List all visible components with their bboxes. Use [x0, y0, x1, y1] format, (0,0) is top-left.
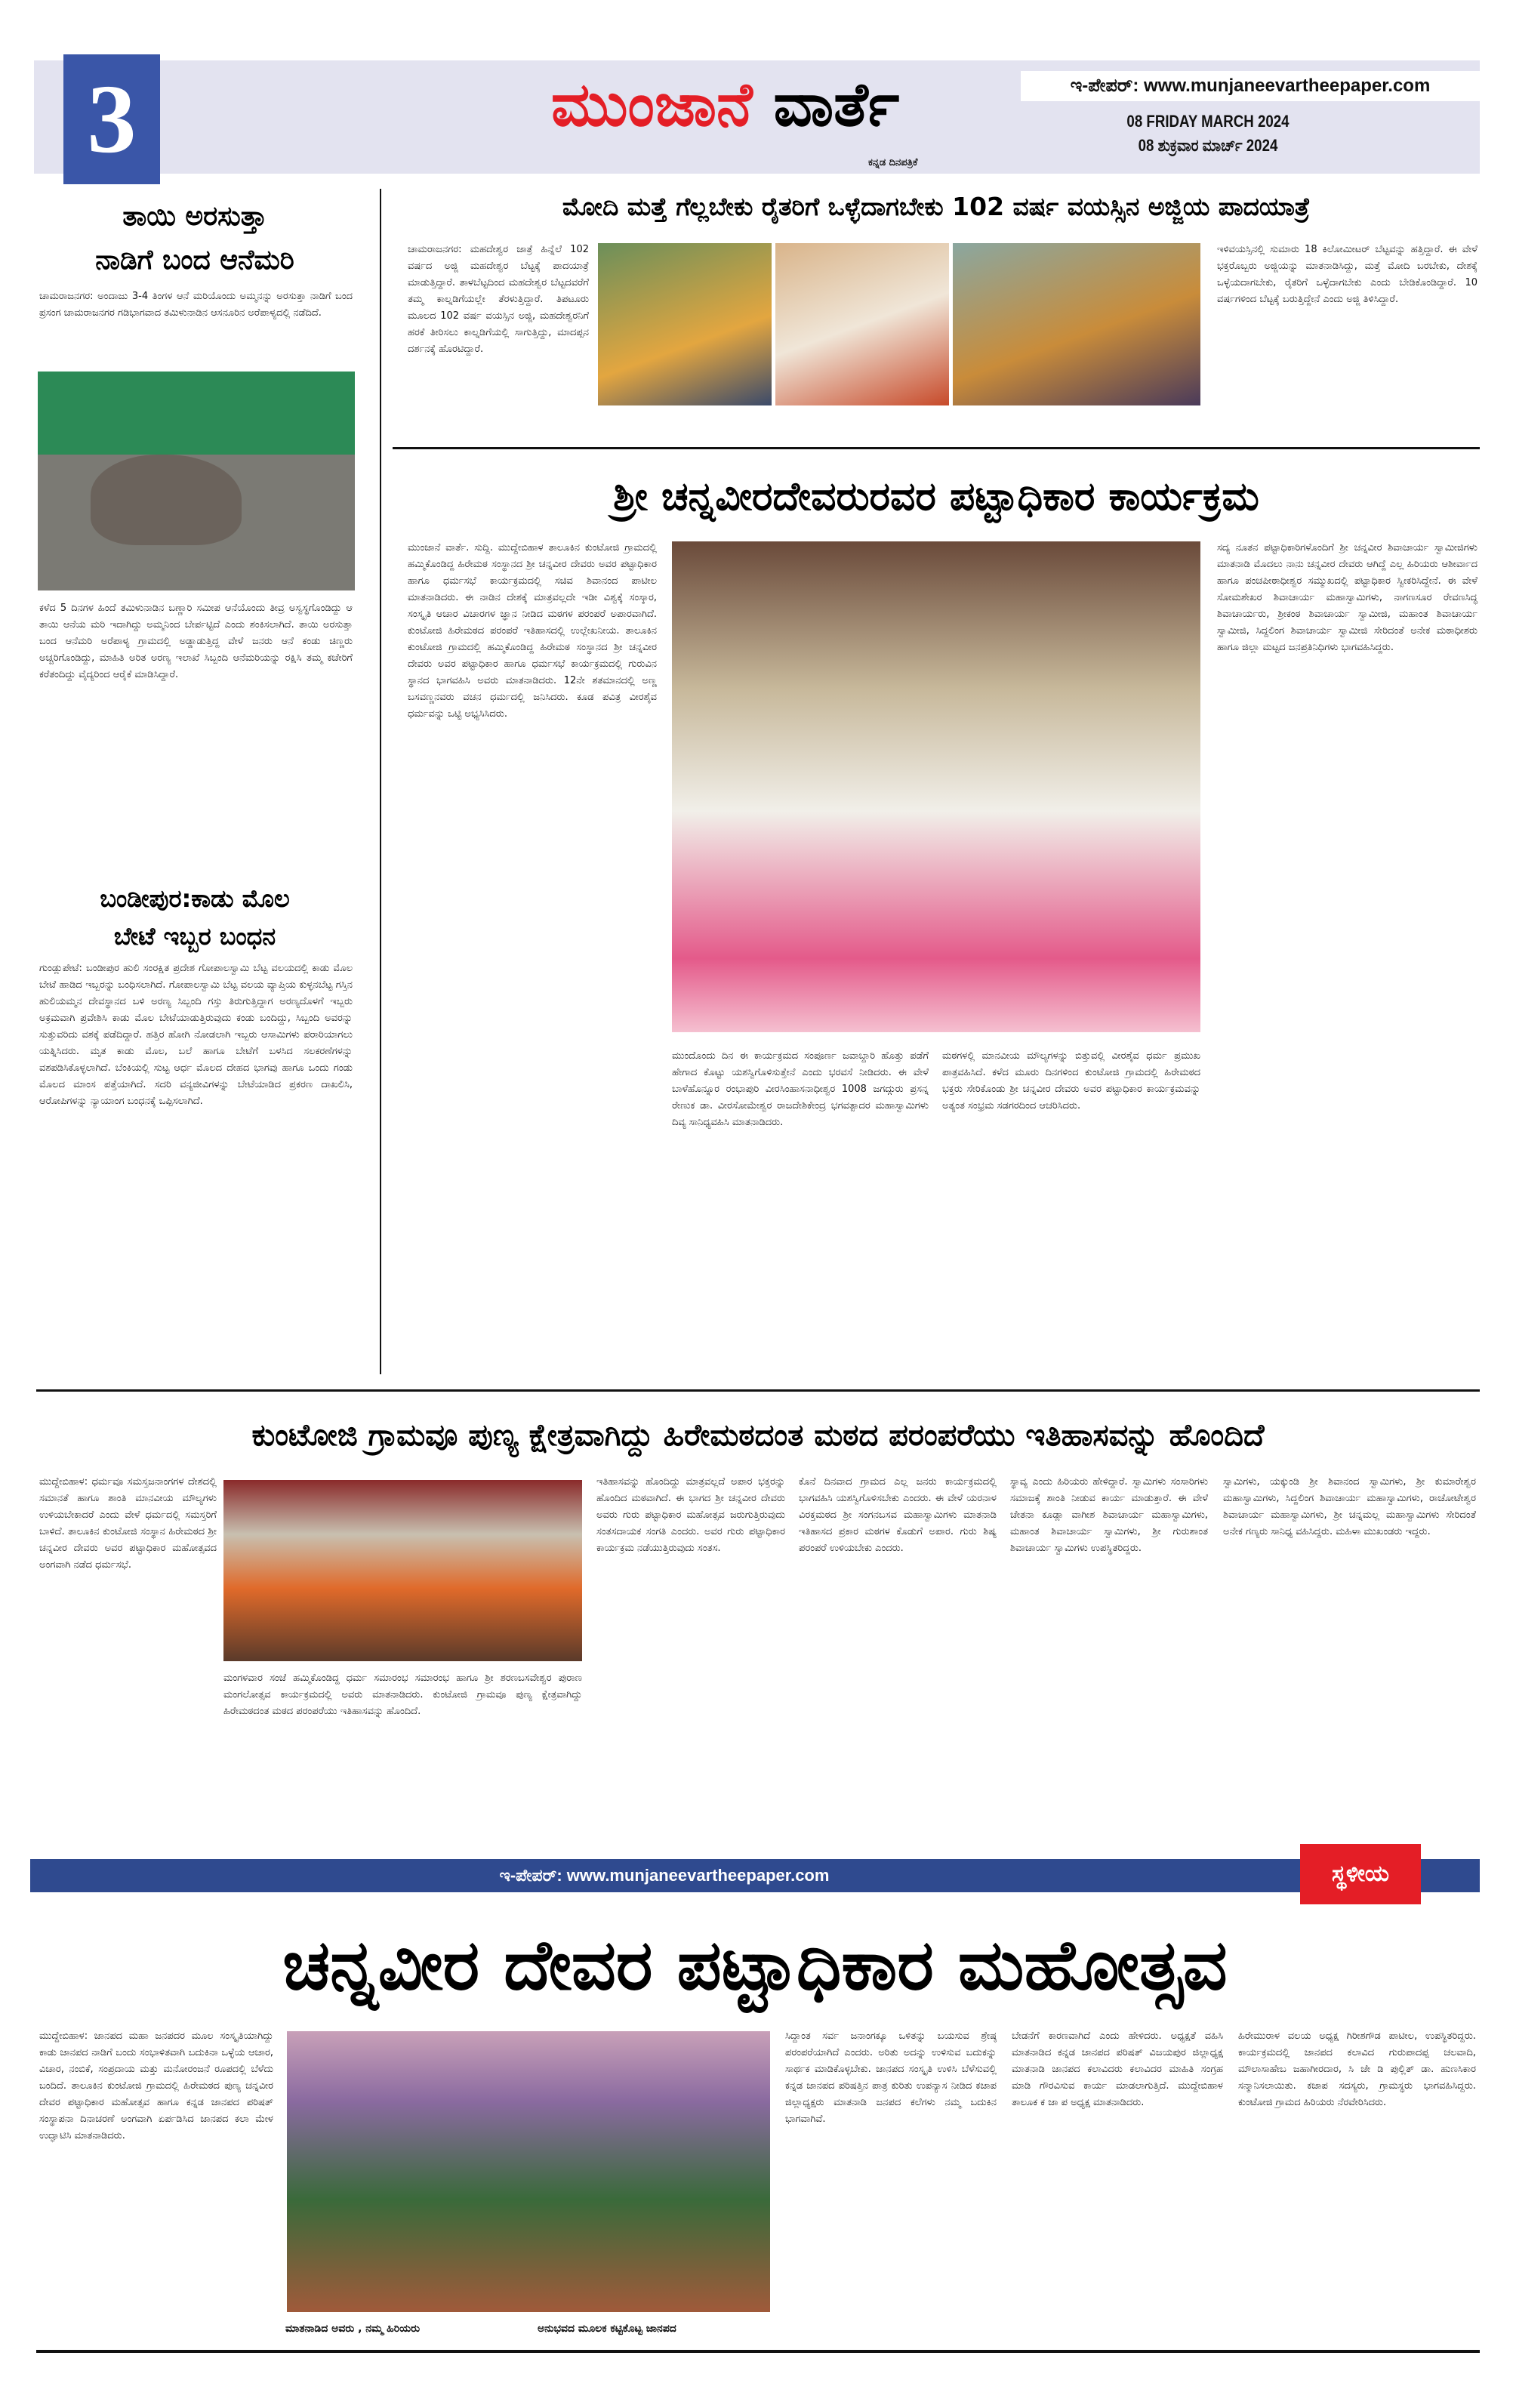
section-label-local: ಸ್ಥಳೀಯ [1300, 1844, 1421, 1904]
section-rule [36, 1389, 1480, 1392]
padayatra-body-right: ಇಳಿವಯಸ್ಸಿನಲ್ಲಿ ಸುಮಾರು 18 ಕಿಲೋಮೀಟರ್ ಬೆಟ್ಟವನ್ನು ಹತ್ತಿದ್ದಾರೆ. ಈ ವೇಳೆ ಭಕ್ತರೊಬ್ಬರು ಅಜ್ಜಿಯನ್ನು ಮಾತನಾಡಿಸಿದ್ದು, ಮತ್ತೆ ಮೋದಿ ಬರಬೇಕು, ದೇಶಕ್ಕೆ ಒಳ್ಳೆಯದಾಗಬೇಕು, ರೈತರಿಗೆ ಒಳ್ಳೆದಾಗಬೇಕು ಎಂದು ಬೇಡಿಕೊಂಡಿದ್ದಾರೆ. 10 ವರ್ಷಗಳಿಂದ ಬೆಟ್ಟಕ್ಕೆ ಬರುತ್ತಿದ್ದೇನೆ ಎಂದು ಅಜ್ಜಿ ತಿಳಿಸಿದ್ದಾರೆ. [1217, 244, 1477, 305]
headline-line: ಬೇಟೆ ಇಬ್ಬರ ಬಂಧನ [113, 922, 276, 951]
pattadhikara-body-mid2: ಮಠಗಳಲ್ಲಿ ಮಾನವೀಯ ಮೌಲ್ಯಗಳನ್ನು ಬಿತ್ತುವಲ್ಲಿ ವೀರಶೈವ ಧರ್ಮ ಪ್ರಮುಖ ಪಾತ್ರವಹಿಸಿದೆ. ಕಳೆದ ಮೂರು ದಿನಗಳಿಂದ ಕುಂಟೋಜಿ ಗ್ರಾಮದಲ್ಲಿ ಹಿರೇಮಠದ ಭಕ್ತರು ಸೇರಿಕೊಂಡು ಶ್ರೀ ಚನ್ನವೀರ ದೇವರು ಅವರ ಪಟ್ಟಾಧಿಕಾರ ಕಾರ್ಯಕ್ರಮವನ್ನು ಅತ್ಯಂತ ಸಂಭ್ರಮ ಸಡಗರದಿಂದ ಆಚರಿಸಿದರು. [942, 1050, 1200, 1112]
pattadhikara-ceremony-photo [672, 541, 1200, 1032]
kuntoji-col5: ಸ್ವಾಮಿಗಳು, ಯಕ್ಕುಂಡಿ ಶ್ರೀ ಶಿವಾನಂದ ಸ್ವಾಮಿಗಳು, ಶ್ರೀ ಕುಮಾರೇಶ್ವರ ಮಹಾಸ್ವಾಮಿಗಳು, ಸಿದ್ದಲಿಂಗ ಶಿವಾಚಾರ್ಯ ಮಹಾಸ್ವಾಮಿಗಳು, ರಾಚೋಟೇಶ್ವರ ಶಿವಾಚಾರ್ಯ ಮಹಾಸ್ವಾಮಿಗಳು, ಶ್ರೀ ಚನ್ನಮಲ್ಲ ಮಹಾಸ್ವಾಮಿಗಳು ಸೇರಿದಂತೆ ಅನೇಕ ಗಣ್ಯರು ಸಾನಿಧ್ಯ ವಹಿಸಿದ್ದರು. ಮಹಿಳಾ ಮುಖಂಡರು ಇದ್ದರು. [1223, 1476, 1476, 1537]
mahotsava-headline: ಚನ್ನವೀರ ದೇವರ ಪಟ್ಟಾಧಿಕಾರ ಮಹೋತ್ಸವ [282, 1925, 1228, 2006]
grandmother-photo-2 [953, 243, 1200, 405]
grandmother-photo-1 [598, 243, 772, 405]
headline-line: ಬಂಡೀಪುರ:ಕಾಡು ಮೊಲ [100, 884, 290, 913]
padayatra-body-left: ಚಾಮರಾಜನಗರ: ಮಹದೇಶ್ವರ ಜಾತ್ರೆ ಹಿನ್ನೆಲೆ 102 ವರ್ಷದ ಅಜ್ಜಿ ಮಹದೇಶ್ವರ ಬೆಟ್ಟಕ್ಕೆ ಪಾದಯಾತ್ರೆ ಮಾಡುತ್ತಿದ್ದಾರೆ. ತಾಳಬೆಟ್ಟದಿಂದ ಮಹದೇಶ್ವರ ಬೆಟ್ಟದವರೆಗೆ ತಮ್ಮ ಕಾಲ್ನಡಿಗೆಯಲ್ಲೇ ತೆರಳುತ್ತಿದ್ದಾರೆ. ತಿಪಟೂರು ಮೂಲದ 102 ವರ್ಷ ವಯಸ್ಸಿನ ಅಜ್ಜಿ, ಮಹದೇಶ್ವರನಿಗೆ ಹರಕೆ ತೀರಿಸಲು ಕಾಲ್ನಡಿಗೆಯಲ್ಲಿ ಸಾಗುತ್ತಿದ್ದು, ಮಾದಪ್ಪನ ದರ್ಶನಕ್ಕೆ ಹೊರಟಿದ್ದಾರೆ. [408, 244, 589, 355]
padayatra-headline: ಮೋದಿ ಮತ್ತೆ ಗೆಲ್ಲಬೇಕು ರೈತರಿಗೆ ಒಳ್ಳೆದಾಗಬೇಕು 102 ವರ್ಷ ವಯಸ್ಸಿನ ಅಜ್ಜಿಯ ಪಾದಯಾತ್ರೆ [562, 192, 1311, 221]
pattadhikara-body-mid1: ಮುಂದೊಂದು ದಿನ ಈ ಕಾರ್ಯಕ್ರಮದ ಸಂಪೂರ್ಣ ಜವಾಬ್ದಾರಿ ಹೊತ್ತು ಪಡೆಗೆ ಹೇಗಾದ ಕೊಟ್ಟು ಯಶಸ್ವಿಗೊಳಿಸುತ್ತೇನೆ ಎಂದು ಭರವಸೆ ನೀಡಿದರು. ಈ ವೇಳೆ ಬಾಳೆಹೊನ್ನೂರ ರಂಭಾಪುರಿ ವೀರಸಿಂಹಾಸನಾಧೀಶ್ವರ 1008 ಜಗದ್ಗುರು ಪ್ರಸನ್ನ ರೇಣುಕ ಡಾ. ವೀರಸೋಮೇಶ್ವರ ರಾಜದೇಶಿಕೇಂದ್ರ ಭಗವತ್ಪಾದರ ಮಹಾಸ್ವಾಮಿಗಳು ದಿವ್ಯ ಸಾನಿಧ್ಯವಹಿಸಿ ಮಾತನಾಡಿದರು. [672, 1050, 929, 1128]
modi-photo [775, 243, 949, 405]
logo-red-text: ಮುಂಜಾನೆ [551, 69, 753, 140]
headline-line: ನಾಡಿಗೆ ಬಂದ ಆನೆಮರಿ [95, 245, 294, 276]
kuntoji-col4: ಸ್ಥಾವ್ಯ ಎಂದು ಹಿರಿಯರು ಹೇಳಿದ್ದಾರೆ. ಸ್ವಾಮಿಗಳು ಸಂಸಾರಿಗಳು ಸಮಾಜಕ್ಕೆ ಶಾಂತಿ ನೀಡುವ ಕಾರ್ಯ ಮಾಡುತ್ತಾರೆ. ಈ ವೇಳೆ ಚೇತನಾ ಕೂಡ್ಲಾ ವಾಗೀಶ ಶಿವಾಚಾರ್ಯ ಮಹಾಸ್ವಾಮಿಗಳು, ಮಹಾಂತ ಶಿವಾಚಾರ್ಯ ಸ್ವಾಮಿಗಳು, ಶ್ರೀ ಗುರುಶಾಂತ ಶಿವಾಚಾರ್ಯ ಸ್ವಾಮಿಗಳು ಉಪಸ್ಥಿತರಿದ್ದರು. [1010, 1476, 1208, 1554]
elephant-figure [91, 455, 242, 545]
column-divider [380, 189, 381, 1374]
photo-caption-left: ಮಾತನಾಡಿದ ಅವರು , ನಮ್ಮ ಹಿರಿಯರು [285, 2323, 421, 2335]
banner-epaper-link[interactable]: ಇ-ಪೇಪರ್: www.munjaneevartheepaper.com [499, 1866, 830, 1885]
baby-elephant-photo [38, 372, 355, 590]
mahotsava-col4: ಹಿರೇಮುರಾಳ ವಲಯ ಅಧ್ಯಕ್ಷ ಗಿರೀಶಗೌಡ ಪಾಟೀಲ, ಉಪಸ್ಥಿತರಿದ್ದರು. ಕಾರ್ಯಕ್ರಮದಲ್ಲಿ ಜಾನಪದ ಕಲಾವಿದ ಗುರುಪಾದಪ್ಪ ಚಲವಾದಿ, ಮೌಲಾಸಾಹೇಬ ಜಹಾಗೀರದಾರ, ಸಿ ಜೇ ಡಿ ಪುಲ್ಲಿತ್ ಡಾ. ಹುಣಸಿಕಾರ ಸನ್ಮಾನಿಸಲಾಯಿತು. ಕಜಾಪ ಸದಸ್ಯರು, ಗ್ರಾಮಸ್ಥರು ಭಾಗವಹಿಸಿದ್ದರು. ಕುಂಟೋಜಿ ಗ್ರಾಮದ ಹಿರಿಯರು ನೆರವೇರಿಸಿದರು. [1238, 2030, 1476, 2108]
kuntoji-col2: ಇತಿಹಾಸವನ್ನು ಹೊಂದಿದ್ದು ಮಾತ್ರವಲ್ಲದೆ ಅಪಾರ ಭಕ್ತರನ್ನು ಹೊಂದಿದ ಮಠವಾಗಿದೆ. ಈ ಭಾಗದ ಶ್ರೀ ಚನ್ನವೀರ ದೇವರು ಅವರು ಗುರು ಪಟ್ಟಾಧಿಕಾರ ಮಹೋತ್ಸವ ಜರುಗುತ್ತಿರುವುದು ಸಂತಸದಾಯಕ ಸಂಗತಿ ಎಂದರು. ಅವರ ಗುರು ಪಟ್ಟಾಧಿಕಾರ ಕಾರ್ಯಕ್ರಮ ನಡೆಯುತ್ತಿರುವುದು ಸಂತಸ. [596, 1476, 785, 1554]
mahotsava-col1: ಮುದ್ದೇಬಿಹಾಳ: ಜಾನಪದ ಮಹಾ ಜನಪದರ ಮೂಲ ಸಂಸ್ಕೃತಿಯಾಗಿದ್ದು ಕಾಡು ಜಾನಪದ ನಾಡಿಗೆ ಬಂದು ಸಂಭಾಳಿತವಾಗಿ ಬದುಕಿನಾ ಒಳ್ಳೆಯ ಆಚಾರ, ವಿಚಾರ, ನಂಬಿಕೆ, ಸಂಪ್ರದಾಯ ಮತ್ತು ಮನೋರಂಜನೆ ರೂಪದಲ್ಲಿ ಬೆಳೆದು ಬಂದಿದೆ. ತಾಲೂಕಿನ ಕುಂಟೋಜಿ ಗ್ರಾಮದಲ್ಲಿ ಹಿರೇಮಠದ ಪುಣ್ಯ ಚನ್ನವೀರ ದೇವರ ಪಟ್ಟಾಧಿಕಾರ ಮಹೋತ್ಸವ ಹಾಗೂ ಕನ್ನಡ ಜಾನಪದ ಪರಿಷತ್ ಸಂಸ್ಥಾಪನಾ ದಿನಾಚರಣೆ ಅಂಗವಾಗಿ ಏರ್ಪಡಿಸಿದ ಜಾನಪದ ಕಲಾ ಮೇಳ ಉದ್ಘಾಟಿಸಿ ಮಾತನಾಡಿದರು. [39, 2030, 273, 2141]
page-number: 3 [63, 54, 160, 184]
kuntoji-stage-photo [223, 1480, 582, 1661]
mahotsava-col2: ಸಿದ್ದಾಂತ ಸರ್ವ ಜನಾಂಗಕ್ಕೂ ಒಳಿತನ್ನು ಬಯಸುವ ಶ್ರೇಷ್ಠ ಪರಂಪರೆಯಾಗಿದೆ ಎಂದರು. ಅರಿತು ಅದನ್ನು ಉಳಿಸುವ ಬದುಕನ್ನು ಸಾರ್ಥಕ ಮಾಡಿಕೊಳ್ಳಬೇಕು. ಜಾನಪದ ಸಂಸ್ಕೃತಿ ಉಳಿಸಿ ಬೆಳೆಸುವಲ್ಲಿ ಕನ್ನಡ ಜಾನಪದ ಪರಿಷತ್ತಿನ ಪಾತ್ರ ಕುರಿತು ಉಪನ್ಯಾಸ ನೀಡಿದ ಕಜಾಪ ಜಿಲ್ಲಾಧ್ಯಕ್ಷರು ಮಾತನಾಡಿ ಜನಪದ ಕಲೆಗಳು ನಮ್ಮ ಬದುಕಿನ ಭಾಗವಾಗಿವೆ. [785, 2030, 997, 2125]
mahotsava-col3: ಬೇಡನೆಗೆ ಕಾರಣವಾಗಿದೆ ಎಂದು ಹೇಳಿದರು. ಅಧ್ಯಕ್ಷತೆ ವಹಿಸಿ ಮಾತನಾಡಿದ ಕನ್ನಡ ಜಾನಪದ ಪರಿಷತ್ ವಿಜಯಪುರ ಜಿಲ್ಲಾಧ್ಯಕ್ಷ ಮಾತನಾಡಿ ಜಾನಪದ ಕಲಾವಿದರು ಕಲಾವಿದರ ಮಾಹಿತಿ ಸಂಗ್ರಹ ಮಾಡಿ ಗೌರವಿಸುವ ಕಾರ್ಯ ಮಾಡಲಾಗುತ್ತಿದೆ. ಮುದ್ದೇಬಿಹಾಳ ತಾಲೂಕ ಕ ಜಾ ಪ ಅಧ್ಯಕ್ಷ ಮಾತನಾಡಿದರು. [1012, 2030, 1223, 2108]
logo-black-text: ವಾರ್ತೆ [773, 69, 900, 140]
elephant-lead: ಚಾಮರಾಜನಗರ: ಅಂದಾಜು 3-4 ತಿಂಗಳ ಆನೆ ಮರಿಯೊಂದು ಅಮ್ಮನನ್ನು ಅರಸುತ್ತಾ ನಾಡಿಗೆ ಬಂದ ಪ್ರಸಂಗ ಚಾಮರಾಜನಗರ ಗಡಿಭಾಗವಾದ ತಮಿಳುನಾಡಿನ ಆಸನೂರಿನ ಅರೆಪಾಳ್ಯದಲ್ಲಿ ನಡೆದಿದೆ. [39, 291, 353, 319]
newspaper-logo [551, 69, 974, 160]
folk-women-photo [287, 2031, 770, 2312]
elephant-body: ಕಳೆದ 5 ದಿನಗಳ ಹಿಂದೆ ತಮಿಳುನಾಡಿನ ಬಣ್ಣಾರಿ ಸಮೀಪ ಆನೆಯೊಂದು ತೀವ್ರ ಅಸ್ವಸ್ಥಗೊಂಡಿದ್ದು ಆ ತಾಯಿ ಆನೆಯ ಮರಿ ಇದಾಗಿದ್ದು ಅಮ್ಮನಿಂದ ಬೇರ್ಪಟ್ಟಿದೆ ಎಂದು ಶಂಕಿಸಲಾಗಿದೆ. ತಾಯಿ ಅರಸುತ್ತಾ ಬಂದ ಆನೆಮರಿ ಅರೆಪಾಳ್ಯ ಗ್ರಾಮದಲ್ಲಿ ಅಡ್ಡಾಡುತ್ತಿದ್ದ ವೇಳೆ ಜನರು ಆನೆ ಕಂಡು ಚಿಣ್ಣರು ಅಚ್ಚರಿಗೊಂಡಿದ್ದು, ಮಾಹಿತಿ ಅರಿತ ಅರಣ್ಯ ಇಲಾಖೆ ಸಿಬ್ಬಂದಿ ಆನೆಮರಿಯನ್ನು ರಕ್ಷಿಸಿ ತಮ್ಮ ಕಚೇರಿಗೆ ಕರೆತಂದಿದ್ದು ವೈದ್ಯರಿಂದ ಆರೈಕೆ ಮಾಡಿಸಿದ್ದಾರೆ. [39, 603, 353, 680]
elephant-headline [36, 195, 353, 282]
bandipur-headline [36, 880, 353, 955]
date-english: 08 FRIDAY MARCH 2024 [1126, 112, 1290, 131]
pattadhikara-body-left: ಮುಂಜಾನೆ ವಾರ್ತೆ. ಸುದ್ದಿ. ಮುದ್ದೇಬಿಹಾಳ ತಾಲೂಕಿನ ಕುಂಟೋಜಿ ಗ್ರಾಮದಲ್ಲಿ ಹಮ್ಮಿಕೊಂಡಿದ್ದ ಹಿರೇಮಠ ಸಂಸ್ಥಾನದ ಶ್ರೀ ಚನ್ನವೀರ ದೇವರು ಅವರ ಪಟ್ಟಾಧಿಕಾರ ಹಾಗೂ ಧರ್ಮಸಭೆ ಕಾರ್ಯಕ್ರಮದಲ್ಲಿ ಸಚಿವ ಶಿವಾನಂದ ಪಾಟೀಲ ಮಾತನಾಡಿದರು. ಈ ನಾಡಿನ ದೇಶಕ್ಕೆ ಮಾತ್ರವಲ್ಲದೇ ಇಡೀ ವಿಶ್ವಕ್ಕೆ ಸಂಸ್ಕಾರ, ಸಂಸ್ಕೃತಿ ಆಚಾರ ವಿಚಾರಗಳ ಜ್ಞಾನ ನೀಡಿದ ಮಠಗಳ ಪರಂಪರೆ ಅಪಾರವಾಗಿದೆ. ಕುಂಟೋಜಿ ಹಿರೇಮಠದ ಪರಂಪರೆ ಇತಿಹಾಸದಲ್ಲಿ ಉಲ್ಲೇಖನೀಯ. ತಾಲೂಕಿನ ಕುಂಟೋಜಿ ಗ್ರಾಮದಲ್ಲಿ ಹಮ್ಮಿಕೊಂಡಿದ್ದ ಹಿರೇಮಠ ಸಂಸ್ಥಾನದ ಶ್ರೀ ಚನ್ನವೀರ ದೇವರು ಅವರ ಪಟ್ಟಾಧಿಕಾರ ಹಾಗೂ ಧರ್ಮಸಭೆ ಕಾರ್ಯಕ್ರಮದಲ್ಲಿ ಗುರುವಿನ ಸ್ಥಾನದ ಭಾಗವಹಿಸಿ ಅವರು ಮಾತನಾಡಿದರು. 12ನೇ ಶತಮಾನದಲ್ಲಿ ಅಣ್ಣ ಬಸವಣ್ಣನವರು ವಚನ ಧರ್ಮದಲ್ಲಿ ಜನಿಸಿದರು. ಕೂಡ ಪವಿತ್ರ ವೀರಶೈವ ಧರ್ಮವನ್ನು ಒಟ್ಟಿ ಅಭ್ಯಸಿಸಿದರು. [408, 542, 657, 720]
headline-line: ತಾಯಿ ಅರಸುತ್ತಾ [122, 201, 267, 232]
photo-caption-right: ಅನುಭವದ ಮೂಲಕ ಕಟ್ಟಿಕೊಟ್ಟ ಜಾನಪದ [538, 2323, 676, 2335]
bandipur-body: ಗುಂಡ್ಲುಪೇಟೆ: ಬಂಡೀಪುರ ಹುಲಿ ಸಂರಕ್ಷಿತ ಪ್ರದೇಶ ಗೋಪಾಲಸ್ವಾಮಿ ಬೆಟ್ಟ ವಲಯದಲ್ಲಿ ಕಾಡು ಮೊಲ ಬೇಟೆ ಹಾಡಿದ ಇಬ್ಬರನ್ನು ಬಂಧಿಸಲಾಗಿದೆ. ಗೋಪಾಲಸ್ವಾಮಿ ಬೆಟ್ಟ ವಲಯ ವ್ಯಾಪ್ತಿಯ ಕುಳ್ಳನಬೆಟ್ಟ ಗಸ್ತಿನ ಹುಲಿಯಮ್ಮನ ದೇವಸ್ಥಾನದ ಬಳಿ ಅರಣ್ಯ ಸಿಬ್ಬಂದಿ ಗಸ್ತು ತಿರುಗುತ್ತಿದ್ದಾಗ ಅರಣ್ಯದೊಳಗೆ ಇಬ್ಬರು ಅಕ್ರಮವಾಗಿ ಪ್ರವೇಶಿಸಿ ಕಾಡು ಮೊಲ ಬೇಟೆಯಾಡುತ್ತಿರುವುದು ಕಂಡು ಬಂದಿದ್ದು, ಸಿಬ್ಬಂದಿ ಅವರನ್ನು ಸುತ್ತುವರಿದು ವಶಕ್ಕೆ ಪಡೆದಿದ್ದಾರೆ. ಹತ್ತಿರ ಹೋಗಿ ನೋಡಲಾಗಿ ಇಬ್ಬರು ಆಸಾಮಿಗಳು ಪರಾರಿಯಾಗಲು ಯತ್ನಿಸಿದರು. ಮೃತ ಕಾಡು ಮೊಲ, ಬಲೆ ಹಾಗೂ ಬೇಟೆಗೆ ಬಳಸಿದ ಸಲಕರಣೆಗಳನ್ನು ವಶಪಡಿಸಿಕೊಳ್ಳಲಾಗಿದೆ. ಬೆಂಕಿಯಲ್ಲಿ ಸುಟ್ಟ ಆರ್ಧ ಮೊಲದ ದೇಹದ ಭಾಗವು ಹಾಗೂ ಒಂದು ಗಂಡು ಮೊಲದ ಮಾಂಸ ಪತ್ತೆಯಾಗಿದೆ. ಸದರಿ ವನ್ಯಜೀವಿಗಳನ್ನು ಬೇಟೆಯಾಡಿದ ಪ್ರಕರಣ ದಾಖಲಿಸಿ, ಆರೋಪಿಗಳನ್ನು ನ್ಯಾಯಾಂಗ ಬಂಧನಕ್ಕೆ ಒಪ್ಪಿಸಲಾಗಿದೆ. [39, 963, 353, 1107]
epaper-link[interactable]: ಇ-ಪೇಪರ್: www.munjaneevartheepaper.com [1021, 71, 1480, 101]
date-kannada: 08 ಶುಕ್ರವಾರ ಮಾರ್ಚ್ 2024 [1138, 136, 1278, 155]
kuntoji-col3: ಕೊನೆ ದಿನವಾದ ಗ್ರಾಮದ ಎಲ್ಲ ಜನರು ಕಾರ್ಯಕ್ರಮದಲ್ಲಿ ಭಾಗವಹಿಸಿ ಯಶಸ್ವಿಗೊಳಿಸಬೇಕು ಎಂದರು. ಈ ವೇಳೆ ಯರನಾಳ ವಿರಕ್ತಮಠದ ಶ್ರೀ ಸಂಗನಬಸವ ಮಹಾಸ್ವಾಮಿಗಳು ಮಾತನಾಡಿ ಇತಿಹಾಸದ ಪ್ರಕಾರ ಮಠಗಳ ಕೊಡುಗೆ ಅಪಾರ. ಗುರು ಶಿಷ್ಯ ಪರಂಪರೆ ಉಳಿಯಬೇಕು ಎಂದರು. [799, 1476, 997, 1554]
kuntoji-headline: ಕುಂಟೋಜಿ ಗ್ರಾಮವೂ ಪುಣ್ಯ ಕ್ಷೇತ್ರವಾಗಿದ್ದು ಹಿರೇಮಠದಂತ ಮಠದ ಪರಂಪರೆಯು ಇತಿಹಾಸವನ್ನು ಹೊಂದಿದೆ [251, 1418, 1265, 1453]
tagline: ಕನ್ನಡ ದಿನಪತ್ರಿಕೆ [868, 157, 918, 168]
pattadhikara-headline: ಶ್ರೀ ಚನ್ನವೀರದೇವರುರವರ ಪಟ್ಟಾಧಿಕಾರ ಕಾರ್ಯಕ್ರಮ [613, 474, 1259, 520]
kuntoji-col1: ಮುದ್ದೇಬಿಹಾಳ: ಧರ್ಮವೂ ಸಮಸ್ತಜನಾಂಗಗಳ ದೇಶದಲ್ಲಿ ಸಮಾನತೆ ಹಾಗೂ ಶಾಂತಿ ಮಾನವೀಯ ಮೌಲ್ಯಗಳು ಉಳಿಯಬೇಕಾದರೆ ಎಂದು ವೇಳೆ ಧರ್ಮದಲ್ಲಿ ಸಮಸ್ತರಿಗೆ ಬಾಳಿದೆ. ತಾಲೂಕಿನ ಕುಂಟೋಜಿ ಸಂಸ್ಥಾನ ಹಿರೇಮಠದ ಶ್ರೀ ಚನ್ನವೀರ ದೇವರು ಅವರ ಪಟ್ಟಾಧಿಕಾರ ಮಹೋತ್ಸವದ ಅಂಗವಾಗಿ ನಡೆದ ಧರ್ಮಸಭೆ. [39, 1476, 217, 1571]
section-rule [393, 447, 1480, 449]
pattadhikara-body-right: ಸದ್ಯ ನೂತನ ಪಟ್ಟಾಧಿಕಾರಿಗಳೊಂದಿಗೆ ಶ್ರೀ ಚನ್ನವೀರ ಶಿವಾಚಾರ್ಯ ಸ್ವಾಮೀಜಿಗಳು ಮಾತನಾಡಿ ಮೊದಲು ನಾನು ಚನ್ನವೀರ ದೇವರು ಆಗಿದ್ದೆ ಎಲ್ಲ ಹಿರಿಯರು ಆಶೀರ್ವಾದ ಹಾಗೂ ಪಂಚಪೀಠಾಧೀಶ್ವರ ಸಮ್ಮುಖದಲ್ಲಿ ಪಟ್ಟಾಧಿಕಾರ ಸ್ವೀಕರಿಸಿದ್ದೇನೆ. ಈ ವೇಳೆ ಸೋಮಶೇಖರ ಶಿವಾಚಾರ್ಯ ಮಹಾಸ್ವಾಮಿಗಳು, ನಾಗಣಸೂರ ರೇವಣಸಿದ್ಧ ಶಿವಾಚಾರ್ಯರು, ಶ್ರೀಕಂಠ ಶಿವಾಚಾರ್ಯ ಸ್ವಾಮೀಜಿ, ಮಹಾಂತ ಶಿವಾಚಾರ್ಯ ಸ್ವಾಮೀಜಿ, ಸಿದ್ದಲಿಂಗ ಶಿವಾಚಾರ್ಯ ಸ್ವಾಮೀಜಿ ಸೇರಿದಂತೆ ಅನೇಕ ಮಠಾಧೀಶರು ಹಾಗೂ ಜಿಲ್ಲಾ ಮಟ್ಟದ ಜನಪ್ರತಿನಿಧಿಗಳು ಭಾಗವಹಿಸಿದ್ದರು. [1217, 542, 1478, 653]
kuntoji-col1b: ಮಂಗಳವಾರ ಸಂಜೆ ಹಮ್ಮಿಕೊಂಡಿದ್ದ ಧರ್ಮ ಸಮಾರಂಭ ಸಮಾರಂಭ ಹಾಗೂ ಶ್ರೀ ಶರಣಬಸವೇಶ್ವರ ಪುರಾಣ ಮಂಗಲೋತ್ಸವ ಕಾರ್ಯಕ್ರಮದಲ್ಲಿ ಅವರು ಮಾತನಾಡಿದರು. ಕುಂಟೋಜಿ ಗ್ರಾಮವೂ ಪುಣ್ಯ ಕ್ಷೇತ್ರವಾಗಿದ್ದು ಹಿರೇಮಠದಂತ ಮಠದ ಪರಂಪರೆಯು ಇತಿಹಾಸವನ್ನು ಹೊಂದಿದೆ. [223, 1673, 582, 1717]
page-bottom-rule [36, 2350, 1480, 2353]
